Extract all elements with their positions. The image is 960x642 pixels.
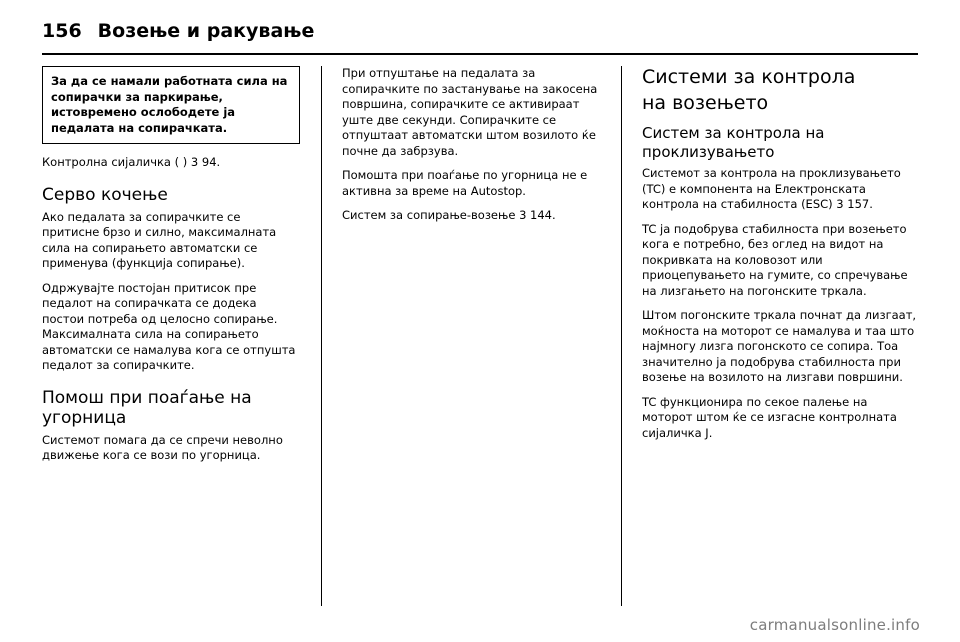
hill-start-paragraph: Системот помага да се спречи неволно движење кога се вози по угорница. [42, 432, 283, 462]
page-number: 156 [42, 20, 82, 42]
header-divider [42, 53, 918, 55]
middle-paragraph-2: Помошта при поаѓање по угорница не е активна за време на Autostop. [342, 168, 588, 198]
cross-reference-indicator-lamp: Контролна сијаличка ( ) 3 94. [42, 155, 221, 169]
warning-box-text: За да се намали работната сила на сопирачки за паркирање, истовремено ослободете ја педалата на сопирачката. [51, 74, 288, 135]
right-paragraph-1: Системот за контрола на проклизувањето (TC) е компонента на Електронската контрола на стабилноста (ESC) 3 157. [642, 166, 901, 211]
column-middle [342, 66, 600, 606]
middle-paragraph-1: При отпуштање на педалата за сопирачките по застанување на закосена површина, сопирачките се активираат уште две секунди. Сопирачките се отпуштаат автоматски штом возилото ќе почне да забрзува. [342, 66, 598, 158]
footer-watermark: carmanualsonline.info [749, 616, 920, 634]
page-header [42, 20, 918, 54]
column-divider-2 [621, 66, 622, 606]
heading-traction-control: Систем за контрола на проклизувањето [642, 124, 825, 161]
warning-box [42, 66, 300, 144]
heading-driving-control-systems-line2: на возењето [642, 92, 769, 114]
chapter-title: Возење и ракување [97, 20, 315, 42]
middle-paragraph-3: Систем за сопирање-возење 3 144. [342, 208, 556, 222]
right-paragraph-3: Штом погонските тркала почнат да лизгаат, моќноста на моторот се намалува и таа што најмногу лизга погонското се сопира. Тоа значително ја подобрува стабилноста при возење на возилото на лизгави површини. [642, 308, 917, 384]
heading-hill-start-assist: Помош при поаѓање на угорница [42, 387, 252, 428]
content-columns [42, 66, 918, 606]
header-title-row [42, 20, 918, 42]
heading-driving-control-systems-line1: Системи за контрола [642, 66, 856, 88]
column-right [642, 66, 918, 606]
servo-paragraph-2: Одржувајте постојан притисок пре педалот на сопирачката се додека постои потреба од целосно сопирање. Максималната сила на сопирањето автоматски се намалува кога се отпушта педалот за сопирачките. [42, 280, 296, 372]
heading-servo-braking: Серво кочење [42, 184, 168, 205]
right-paragraph-2: TC ја подобрува стабилноста при возењето кога е потребно, без оглед на видот на покривката на коловозот или приоцепувањето на гумите, со спречување на лизгањето на погонските тркала. [642, 221, 908, 298]
servo-paragraph-1: Ако педалата за сопирачките се притисне брзо и силно, максималната сила на сопирањето автоматски се применува (функција сопирање). [42, 209, 277, 270]
right-paragraph-4: TC функционира по секое палење на моторот штом ќе се изгасне контролната сијаличка J. [642, 394, 897, 440]
column-left [42, 66, 300, 606]
column-divider-1 [321, 66, 322, 606]
